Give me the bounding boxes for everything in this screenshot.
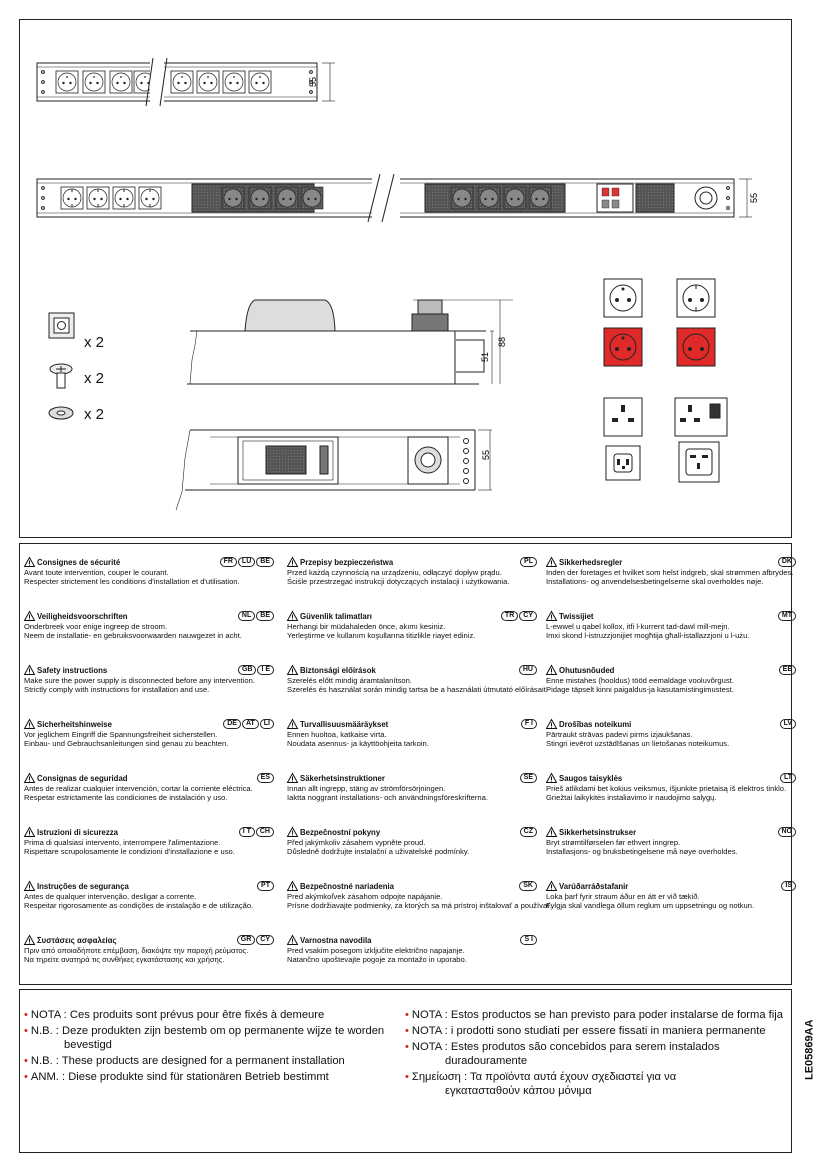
safety-block-title: Sicherheitshinweise: [37, 720, 112, 729]
safety-block: [24, 719, 274, 748]
instruction-line: Respetar estrictamente las condiciones de instalación y uso.: [24, 793, 228, 802]
country-code-badge: DE: [223, 719, 241, 729]
note-item: [405, 1008, 783, 1022]
country-codes: [238, 665, 274, 675]
instruction-line: Loka þarf fyrir straum áður en átt er við tækið.: [546, 892, 700, 901]
warning-icon: [287, 881, 298, 891]
country-code-badge: MT: [778, 611, 796, 621]
country-codes: [778, 557, 796, 567]
instruction-line: Einbau- und Gebrauchsanleitungen sind genau zu beachten.: [24, 739, 229, 748]
instruction-line: Respeitar rigorosamente as condições de instalação e de utilização.: [24, 901, 254, 910]
safety-block: [24, 611, 274, 640]
instruction-line: Antes de realizar cualquier intervención, cortar la corriente eléctrica.: [24, 784, 253, 793]
country-code-badge: GB: [238, 665, 257, 675]
qty-cage-nut: x 2: [84, 334, 105, 351]
country-code-badge: BE: [256, 611, 274, 621]
note-item: [405, 1070, 783, 1098]
note-text: Τα προϊόντα αυτά έχουν σχεδιαστεί για να: [469, 1071, 677, 1083]
note-item: [405, 1040, 783, 1068]
safety-block-title: Consignas de seguridad: [37, 774, 128, 783]
doc-reference: LE05869AA: [804, 1019, 816, 1080]
instruction-line: Vor jeglichem Eingriff die Spannungsfreiheit sicherstellen.: [24, 730, 218, 739]
warning-icon: [546, 665, 557, 675]
safety-block-title: Veiligheidsvoorschriften: [37, 612, 128, 621]
instruction-line: Herhangi bir müdahaleden önce, akımı kesiniz.: [287, 622, 446, 631]
country-code-badge: PT: [257, 881, 274, 891]
note-item: [24, 1008, 384, 1022]
socket-legend: [604, 279, 727, 482]
country-code-badge: NO: [778, 827, 797, 837]
country-code-badge: LU: [238, 557, 255, 567]
qty-screw: x 2: [84, 370, 105, 387]
note-continuation: bevestigd: [64, 1039, 112, 1051]
country-code-badge: HU: [519, 665, 537, 675]
instruction-line: Pidage täpselt kinni paigaldus-ja kasutamistingimustest.: [546, 685, 734, 694]
bullet-icon: •: [405, 1009, 409, 1021]
safety-block-title: Varnostna navodila: [300, 936, 372, 945]
notes-left: [24, 1008, 384, 1086]
warning-icon: [287, 719, 298, 729]
country-code-badge: ES: [257, 773, 274, 783]
safety-block: [546, 611, 796, 640]
instruction-line: Szerelés és használat során mindig tartsa be a használati útmutató előírásait.: [287, 685, 548, 694]
country-codes: [220, 557, 274, 567]
safety-block: [287, 719, 537, 748]
country-code-badge: I E: [257, 665, 274, 675]
washer-icon: [49, 407, 73, 419]
note-text: Estos productos se han previsto para poder instalarse de forma fija: [450, 1009, 783, 1021]
country-code-badge: PL: [520, 557, 537, 567]
dim-55-profile: 55: [481, 449, 491, 461]
country-codes: [779, 665, 796, 675]
safety-block-title: Twissijiet: [559, 612, 594, 621]
warning-icon: [287, 935, 298, 945]
instruction-line: Ściśle przestrzegać instrukcji dotyczących instalacji i użytkowania.: [287, 577, 510, 586]
country-codes: [778, 827, 797, 837]
instruction-line: Před jakýmkoliv zásahem vypněte proud.: [287, 838, 426, 847]
instruction-line: Iaktta noggrant installations- och användningsföreskrifterna.: [287, 793, 488, 802]
warning-icon: [24, 719, 35, 729]
instruction-line: Důsledně dodržujte instalační a uživatelské podmínky.: [287, 847, 470, 856]
instruction-line: Neem de installatie- en gebruiksvoorwaarden nauwgezet in acht.: [24, 631, 242, 640]
instruction-line: Prísne dodržiavajte podmienky, za ktorých sa má prístroj inštalovať a používať.: [287, 901, 553, 910]
note-item: [405, 1024, 783, 1038]
country-codes: [501, 611, 537, 621]
safety-block-title: Sikkerhetsinstrukser: [559, 828, 637, 837]
warning-icon: [24, 773, 35, 783]
note-text: Deze produkten zijn bestemb om op permanente wijze te worden: [62, 1025, 385, 1037]
technical-drawing: [0, 0, 808, 545]
warning-icon: [546, 827, 557, 837]
safety-block: [287, 557, 537, 586]
dim-55-long: 55: [749, 192, 759, 204]
bullet-icon: •: [405, 1041, 409, 1053]
safety-block: [287, 611, 537, 640]
country-code-badge: F I: [521, 719, 537, 729]
warning-icon: [287, 557, 298, 567]
instruction-line: Pred akýmkoľvek zásahom odpojte napájanie.: [287, 892, 443, 901]
instruction-line: Να τηρείτε ανατηρά τις συνθήκες εγκατάστασης και χρήσης.: [24, 955, 225, 964]
safety-block-title: Istruzioni di sicurezza: [37, 828, 119, 837]
instruction-line: Bryt strømtilførselen før ethvert inngrep.: [546, 838, 681, 847]
note-label: Σημείωση :: [411, 1071, 468, 1083]
country-codes: [223, 719, 274, 729]
instruction-line: Onderbreek voor enige ingreep de stroom.: [24, 622, 168, 631]
country-code-badge: DK: [778, 557, 796, 567]
safety-block-title: Ohutusnõuded: [559, 666, 615, 675]
instruction-line: Installations- og anvendelsesbetingelserne skal overholdes nøje.: [546, 577, 764, 586]
cage-nut-icon: [49, 313, 74, 338]
country-codes: [520, 827, 537, 837]
warning-icon: [24, 665, 35, 675]
country-code-badge: CY: [519, 611, 537, 621]
end-profile: [176, 430, 492, 510]
country-code-badge: SE: [520, 773, 537, 783]
safety-block-title: Güvenlik talimatları: [300, 612, 372, 621]
note-continuation: εγκατασταθούν κάπου μόνιμα: [445, 1085, 592, 1097]
warning-icon: [24, 881, 35, 891]
country-codes: [520, 935, 537, 945]
instruction-line: Make sure the power supply is disconnected before any intervention.: [24, 676, 255, 685]
safety-block-title: Bezpečnostné nariadenia: [300, 882, 395, 891]
notes-right: [405, 1008, 783, 1100]
instruction-line: Respecter strictement les conditions d'installation et d'utilisation.: [24, 577, 240, 586]
safety-block-title: Biztonsági előírások: [300, 666, 376, 675]
instruction-line: Antes de qualquer intervenção, desligar a corrente.: [24, 892, 197, 901]
note-item: [24, 1070, 384, 1084]
safety-block-title: Säkerhetsinstruktioner: [300, 774, 385, 783]
safety-block: [287, 665, 548, 694]
instruction-line: Przed każdą czynnością na urządzeniu, odłączyć dopływ prądu.: [287, 568, 502, 577]
instruction-line: Rispettare scrupolosamente le condizioni d'installazione e uso.: [24, 847, 235, 856]
country-code-badge: GR: [237, 935, 256, 945]
warning-icon: [546, 557, 557, 567]
country-code-badge: I T: [239, 827, 255, 837]
dim-88: 88: [497, 336, 507, 348]
instruction-line: Griežtai laikykitės instaliavimo ir naudojimo salygų.: [546, 793, 717, 802]
instruction-line: Imxi skond l-istruzzjonijiet mogħtija għall-istallazzjoni u l-użu.: [546, 631, 750, 640]
screw-icon: [50, 364, 72, 388]
safety-block: [24, 557, 274, 586]
country-codes: [238, 611, 274, 621]
country-code-badge: FR: [220, 557, 237, 567]
country-code-badge: TR: [501, 611, 518, 621]
warning-icon: [546, 611, 557, 621]
instruction-line: Prima di qualsiasi intervento, interrompere l'alimentazione.: [24, 838, 221, 847]
warning-icon: [546, 719, 557, 729]
country-code-badge: LT: [780, 773, 796, 783]
instruction-line: Strictly comply with instructions for installation and use.: [24, 685, 210, 694]
safety-block: [287, 773, 537, 802]
safety-block: [24, 827, 274, 856]
safety-block: [287, 827, 537, 856]
note-continuation: duradouramente: [445, 1055, 528, 1067]
note-text: These products are designed for a permanent installation: [61, 1055, 345, 1067]
safety-instructions-panel: [19, 543, 792, 985]
country-codes: [521, 719, 537, 729]
note-label: NOTA :: [411, 1025, 448, 1037]
safety-block: [24, 773, 274, 802]
safety-block: [546, 557, 796, 586]
country-codes: [519, 881, 537, 891]
country-code-badge: CZ: [520, 827, 537, 837]
safety-block: [546, 665, 796, 694]
warning-icon: [546, 773, 557, 783]
note-label: NOTA :: [411, 1041, 448, 1053]
country-codes: [520, 773, 537, 783]
country-code-badge: CY: [256, 935, 274, 945]
note-label: NOTA :: [30, 1009, 67, 1021]
warning-icon: [546, 881, 557, 891]
warning-icon: [24, 611, 35, 621]
pdu-strip-long: [37, 174, 752, 222]
warning-icon: [287, 611, 298, 621]
warning-icon: [287, 773, 298, 783]
qty-washer: x 2: [84, 406, 105, 423]
note-label: N.B. :: [30, 1055, 59, 1067]
instruction-line: Noudata asennus- ja käyttöohjeita tarkoin.: [287, 739, 429, 748]
note-label: NOTA :: [411, 1009, 448, 1021]
instruction-line: Natančno upoštevajte pogoje za montažo in uporabo.: [287, 955, 467, 964]
bullet-icon: •: [405, 1071, 409, 1083]
safety-block-title: Instruções de segurança: [37, 882, 129, 891]
note-item: [24, 1054, 384, 1068]
safety-block-title: Safety instructions: [37, 666, 108, 675]
safety-block-title: Saugos taisyklės: [559, 774, 623, 783]
warning-icon: [24, 935, 35, 945]
safety-block: [24, 935, 274, 964]
warning-icon: [24, 827, 35, 837]
safety-block: [546, 719, 796, 748]
pdu-strip-short: [37, 58, 335, 106]
safety-block-title: Sikkerhedsregler: [559, 558, 623, 567]
bullet-icon: •: [24, 1055, 28, 1067]
safety-block: [546, 827, 796, 856]
country-codes: [519, 665, 537, 675]
instruction-line: Πριν από οποιαδήποτε επέμβαση, διακόψτε την παροχή ρεύματος.: [24, 946, 249, 955]
instruction-line: L-ewwel u qabel kollox, itfi l-kurrent tad-dawl mill-mejn.: [546, 622, 730, 631]
country-codes: [778, 611, 796, 621]
safety-block-title: Przepisy bezpieczeństwa: [300, 558, 394, 567]
country-code-badge: IS: [781, 881, 796, 891]
country-code-badge: EE: [779, 665, 796, 675]
safety-block: [287, 935, 537, 964]
safety-block-title: Συστάσεις ασφαλείας: [37, 936, 117, 945]
country-code-badge: NL: [238, 611, 255, 621]
safety-block: [24, 881, 274, 910]
dim-55-top: 55: [308, 76, 318, 88]
country-codes: [239, 827, 274, 837]
instruction-line: Innan allt ingrepp, stäng av strömförsörjningen.: [287, 784, 446, 793]
warning-icon: [287, 827, 298, 837]
note-text: Estes produtos são concebidos para serem instalados: [450, 1041, 720, 1053]
note-text: i prodotti sono studiati per essere fissati in maniera permanente: [450, 1025, 766, 1037]
bullet-icon: •: [24, 1025, 28, 1037]
country-codes: [237, 935, 274, 945]
bullet-icon: •: [24, 1009, 28, 1021]
safety-block-title: Bezpečnostní pokyny: [300, 828, 381, 837]
safety-block: [546, 773, 796, 802]
instruction-line: Avant toute intervention, couper le courant.: [24, 568, 169, 577]
dim-51: 51: [480, 351, 490, 363]
instruction-line: Inden der foretages et hvilket som helst indgreb, skal strømmen afbrydes.: [546, 568, 794, 577]
safety-block: [546, 881, 796, 910]
side-profile: [187, 300, 513, 384]
instruction-line: Pred vsakim posegom izključite električno napajanje.: [287, 946, 465, 955]
note-item: [24, 1024, 384, 1052]
note-text: Diese produkte sind für stationären Betrieb bestimmt: [68, 1071, 329, 1083]
country-code-badge: SK: [519, 881, 537, 891]
note-text: Ces produits sont prévus pour être fixés à demeure: [69, 1009, 325, 1021]
country-code-badge: S I: [520, 935, 537, 945]
instruction-line: Prieš atlikdami bet kokius veiksmus, išjunkite prietaisą iš elektros tinklo.: [546, 784, 787, 793]
country-codes: [257, 881, 274, 891]
country-codes: [520, 557, 537, 567]
country-code-badge: LI: [260, 719, 274, 729]
country-code-badge: CH: [256, 827, 274, 837]
warning-icon: [287, 665, 298, 675]
instruction-line: Szerelés előtt mindig áramtalanítson.: [287, 676, 412, 685]
instruction-line: Stingri ievērot uzstādīšanas un lietošanas noteikumus.: [546, 739, 730, 748]
instruction-line: Yerleştirme ve kullanım koşullarına titizlikle riayet ediniz.: [287, 631, 476, 640]
instruction-line: Installasjons- og bruksbetingelsene må nøye overholdes.: [546, 847, 738, 856]
country-code-badge: AT: [242, 719, 259, 729]
country-code-badge: LV: [780, 719, 796, 729]
country-codes: [780, 773, 796, 783]
bullet-icon: •: [405, 1025, 409, 1037]
warning-icon: [24, 557, 35, 567]
country-codes: [780, 719, 796, 729]
safety-block: [287, 881, 553, 910]
country-codes: [781, 881, 796, 891]
safety-block-title: Consignes de sécurité: [37, 558, 121, 567]
safety-block-title: Drošības noteikumi: [559, 720, 632, 729]
country-code-badge: BE: [256, 557, 274, 567]
bullet-icon: •: [24, 1071, 28, 1083]
instruction-line: Enne mistahes (hooldus) tööd eemaldage vooluvõrgust.: [546, 676, 734, 685]
note-label: N.B. :: [30, 1025, 59, 1037]
safety-block: [24, 665, 274, 694]
country-codes: [257, 773, 274, 783]
instruction-line: Pārtraukt strāvas padevi pirms izjaukšanas.: [546, 730, 693, 739]
note-label: ANM. :: [30, 1071, 66, 1083]
safety-block-title: Turvallisuusmääräykset: [300, 720, 389, 729]
instruction-line: Ennen huoltoa, katkaise virta.: [287, 730, 387, 739]
safety-block-title: Varúðarráðstafanir: [559, 882, 629, 891]
instruction-line: Fylgja skal vandlega öllum reglum um uppsetningu og notkun.: [546, 901, 755, 910]
